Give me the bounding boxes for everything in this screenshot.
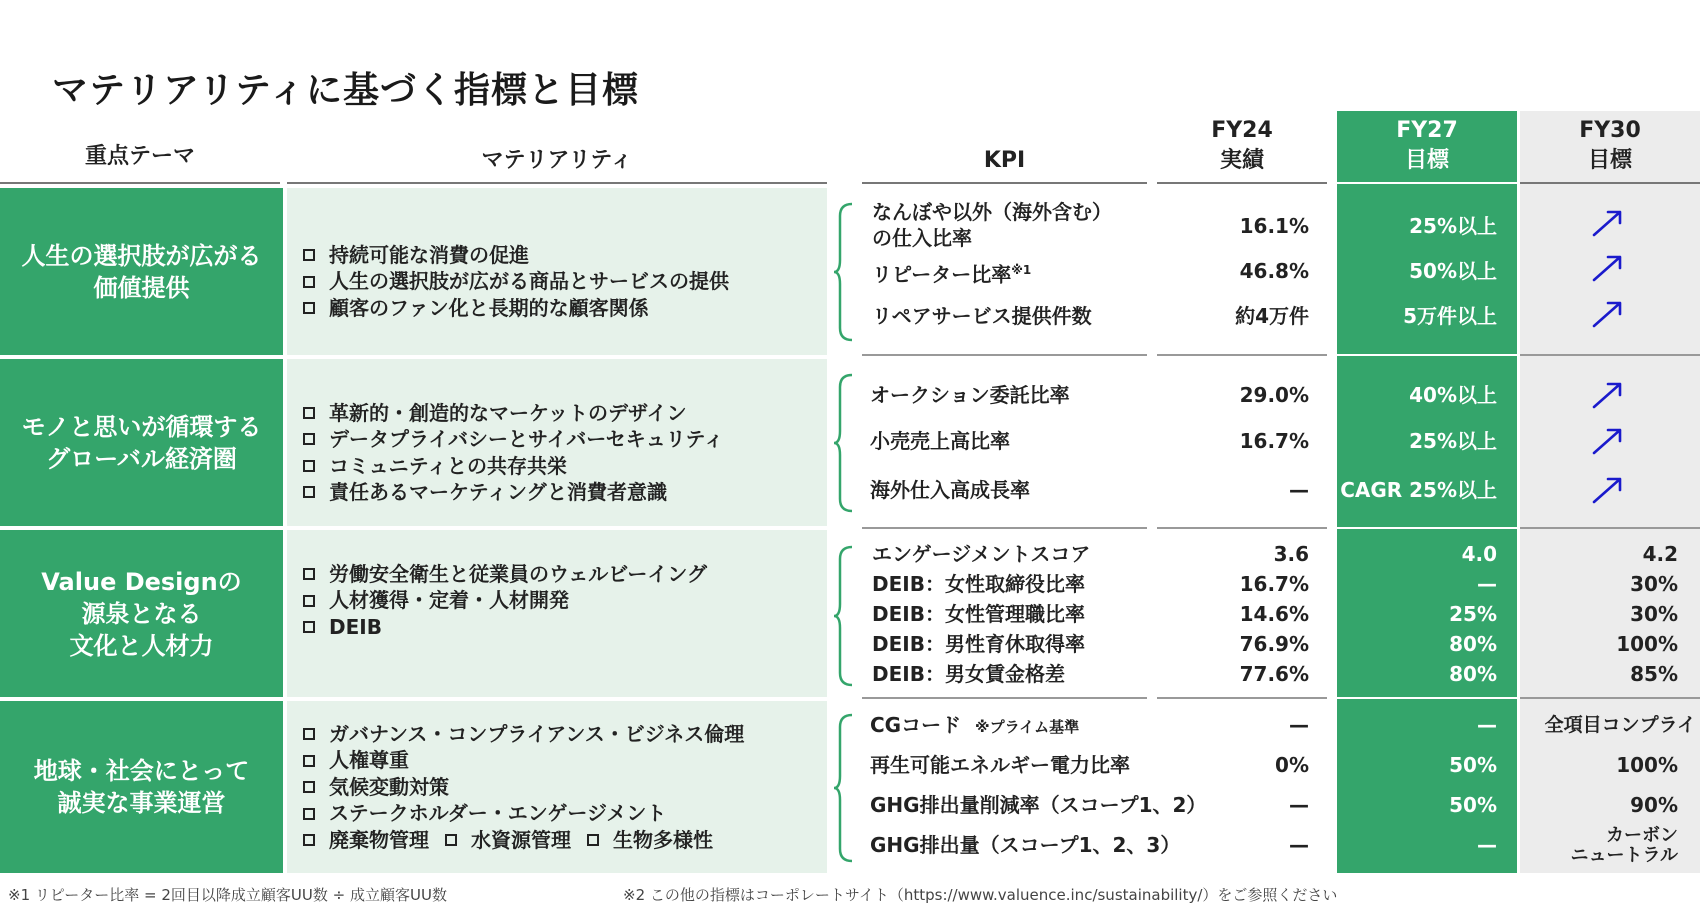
brace-icon xyxy=(832,545,856,687)
row-divider xyxy=(862,527,1147,529)
materiality-cell xyxy=(287,359,827,526)
materiality-item: 顧客のファン化と長期的な顧客関係 xyxy=(303,295,827,322)
fy30-value: 85% xyxy=(1630,662,1678,686)
fy30-value xyxy=(1520,826,1678,866)
fy30-value-line: ニュートラル xyxy=(1570,845,1678,866)
kpi-label: CGコード ※プライム基準 xyxy=(870,713,1080,737)
header-fy27-line1: FY27 xyxy=(1396,118,1458,143)
materiality-item: 人材獲得・定着・人材開発 xyxy=(303,587,827,614)
checkbox-icon xyxy=(303,460,315,472)
fy30-value: 100% xyxy=(1616,753,1678,777)
header-divider xyxy=(287,182,827,184)
checkbox-icon xyxy=(303,755,315,767)
theme-line: Value Designの xyxy=(41,567,242,596)
theme-line: 地球・社会にとって xyxy=(33,757,250,785)
header-fy27 xyxy=(1337,116,1517,176)
header-fy27-line2: 目標 xyxy=(1404,148,1449,173)
header-fy30-line2: 目標 xyxy=(1587,148,1632,173)
header-kpi: KPI xyxy=(983,148,1026,173)
materiality-item: 責任あるマーケティングと消費者意識 xyxy=(303,479,827,506)
brace-icon xyxy=(832,373,856,513)
page-title: マテリアリティに基づく指標と目標 xyxy=(52,70,639,111)
fy27-value: 50%以上 xyxy=(1409,259,1497,283)
materiality-item: ステークホルダー・エンゲージメント xyxy=(303,800,827,827)
checkbox-icon xyxy=(587,834,599,846)
row-divider xyxy=(1337,527,1517,529)
checkbox-icon xyxy=(303,595,315,607)
fy27-value: — xyxy=(1477,833,1497,857)
fy24-value: 14.6% xyxy=(1239,602,1309,626)
header-divider xyxy=(0,182,280,184)
fy30-value: 4.2 xyxy=(1642,542,1678,566)
header-fy30-line1: FY30 xyxy=(1579,118,1641,143)
fy27-value: 80% xyxy=(1449,662,1497,686)
theme-line: モノと思いが循環する xyxy=(21,412,262,441)
theme-line: 価値提供 xyxy=(93,273,190,302)
theme-line: 誠実な事業運営 xyxy=(57,789,226,817)
materiality-item: 気候変動対策 xyxy=(303,774,827,801)
fy27-value: — xyxy=(1477,713,1497,737)
kpi-label: リペアサービス提供件数 xyxy=(872,304,1092,328)
materiality-item: コミュニティとの共存共栄 xyxy=(303,453,827,480)
materiality-item: 革新的・創造的なマーケットのデザイン xyxy=(303,400,827,427)
checkbox-icon xyxy=(303,568,315,580)
checkbox-icon xyxy=(445,834,457,846)
row-divider xyxy=(1157,697,1327,699)
row-divider xyxy=(1520,354,1700,356)
kpi-label: オークション委託比率 xyxy=(870,383,1070,407)
materiality-cell xyxy=(287,530,827,697)
header-divider xyxy=(862,182,1147,184)
checkbox-icon xyxy=(303,486,315,498)
theme-line: グローバル経済圏 xyxy=(46,444,237,473)
checkbox-icon xyxy=(303,728,315,740)
checkbox-icon xyxy=(303,249,315,261)
fy30-value: 30% xyxy=(1630,572,1678,596)
kpi-label: エンゲージメントスコア xyxy=(872,542,1091,566)
header-fy24-line1: FY24 xyxy=(1211,118,1273,143)
fy27-value: 40%以上 xyxy=(1409,383,1497,407)
header-fy30 xyxy=(1520,116,1700,176)
fy30-value: 全項目コンプライ xyxy=(1544,714,1696,736)
header-materiality: マテリアリティ xyxy=(481,148,633,173)
fy27-value: 25% xyxy=(1449,602,1497,626)
fy24-value: — xyxy=(1289,478,1309,502)
fy27-value: 25%以上 xyxy=(1409,214,1497,238)
up-right-arrow-icon xyxy=(1591,253,1625,283)
checkbox-icon xyxy=(303,621,315,633)
materiality-item: データプライバシーとサイバーセキュリティ xyxy=(303,426,827,453)
fy24-value: 約4万件 xyxy=(1235,304,1309,328)
theme-cell xyxy=(0,530,283,697)
kpi-label: DEIB：男女賃金格差 xyxy=(872,662,1065,686)
fy24-value: 16.1% xyxy=(1239,214,1309,238)
theme-cell xyxy=(0,188,283,355)
row-divider xyxy=(1337,354,1517,356)
checkbox-icon xyxy=(303,808,315,820)
header-theme: 重点テーマ xyxy=(84,144,195,169)
up-right-arrow-icon xyxy=(1591,299,1625,329)
footnote-right: ※2 この他の指標はコーポレートサイト（https://www.valuence.inc/sustainability/）をご参照ください xyxy=(623,886,1338,904)
checkbox-icon xyxy=(303,276,315,288)
materiality-item: 労働安全衛生と従業員のウェルビーイング xyxy=(303,561,827,588)
fy30-value: 90% xyxy=(1630,793,1678,817)
header-divider xyxy=(1337,182,1517,184)
fy24-value: 16.7% xyxy=(1239,429,1309,453)
fy24-value: — xyxy=(1289,833,1309,857)
fy24-value: 76.9% xyxy=(1239,632,1309,656)
kpi-label: 小売売上高比率 xyxy=(870,429,1010,453)
theme-cell xyxy=(0,359,283,526)
header-divider xyxy=(1520,182,1700,184)
fy30-value: 100% xyxy=(1616,632,1678,656)
theme-line: 源泉となる xyxy=(81,599,202,628)
row-divider xyxy=(1157,354,1327,356)
row-divider xyxy=(862,354,1147,356)
fy24-value: 46.8% xyxy=(1239,259,1309,283)
checkbox-icon xyxy=(303,834,315,846)
brace-icon xyxy=(832,202,856,342)
up-right-arrow-icon xyxy=(1591,475,1625,505)
materiality-item: 廃棄物管理 水資源管理 生物多様性 xyxy=(303,827,827,854)
fy27-value: 25%以上 xyxy=(1409,429,1497,453)
fy24-value: — xyxy=(1289,713,1309,737)
materiality-item: 人権尊重 xyxy=(303,747,827,774)
kpi-note: ※プライム基準 xyxy=(975,718,1080,736)
kpi-label: 再生可能エネルギー電力比率 xyxy=(870,753,1130,777)
materiality-item: 人生の選択肢が広がる商品とサービスの提供 xyxy=(303,268,827,295)
checkbox-icon xyxy=(303,781,315,793)
materiality-cell xyxy=(287,701,827,873)
fy27-value: CAGR 25%以上 xyxy=(1340,478,1497,502)
row-divider xyxy=(1337,697,1517,699)
checkbox-icon xyxy=(303,407,315,419)
brace-icon xyxy=(832,713,856,863)
row-divider xyxy=(1157,527,1327,529)
fy27-value: 80% xyxy=(1449,632,1497,656)
materiality-item: ガバナンス・コンプライアンス・ビジネス倫理 xyxy=(303,721,827,748)
up-right-arrow-icon xyxy=(1591,380,1625,410)
fy30-value: 30% xyxy=(1630,602,1678,626)
materiality-item: DEIB xyxy=(303,614,827,641)
row-divider xyxy=(862,697,1147,699)
kpi-label: 海外仕入高成長率 xyxy=(870,478,1030,502)
up-right-arrow-icon xyxy=(1591,426,1625,456)
fy24-value: 77.6% xyxy=(1239,662,1309,686)
fy30-value-line: カーボン xyxy=(1606,825,1678,846)
header-fy24-line2: 実績 xyxy=(1219,148,1264,173)
row-divider xyxy=(1520,527,1700,529)
footnote-left: ※1 リピーター比率 = 2回目以降成立顧客UU数 ÷ 成立顧客UU数 xyxy=(8,886,447,904)
kpi-label: リピーター比率$^{※1}$ xyxy=(872,262,1032,287)
fy27-value: — xyxy=(1477,572,1497,596)
up-right-arrow-icon xyxy=(1591,208,1625,238)
kpi-label: GHG排出量削減率（スコープ1、2） xyxy=(870,793,1207,817)
header-fy24 xyxy=(1157,116,1327,176)
row-divider xyxy=(1520,697,1700,699)
fy24-value: 0% xyxy=(1275,753,1309,777)
kpi-label: の仕入比率 xyxy=(872,226,972,250)
fy27-value: 50% xyxy=(1449,793,1497,817)
kpi-label: なんぼや以外（海外含む） xyxy=(872,200,1112,224)
fy27-value: 5万件以上 xyxy=(1403,304,1497,328)
header-divider xyxy=(1157,182,1327,184)
kpi-label: GHG排出量（スコープ1、2、3） xyxy=(870,833,1181,857)
fy24-value: 16.7% xyxy=(1239,572,1309,596)
checkbox-icon xyxy=(303,302,315,314)
fy24-value: 3.6 xyxy=(1273,542,1309,566)
materiality-cell xyxy=(287,188,827,355)
kpi-label: DEIB：女性管理職比率 xyxy=(872,602,1085,626)
theme-line: 文化と人材力 xyxy=(69,631,214,660)
kpi-label: DEIB：女性取締役比率 xyxy=(872,572,1085,596)
fy27-value: 50% xyxy=(1449,753,1497,777)
materiality-item: 持続可能な消費の促進 xyxy=(303,242,827,269)
fy24-value: — xyxy=(1289,793,1309,817)
checkbox-icon xyxy=(303,433,315,445)
theme-line: 人生の選択肢が広がる xyxy=(21,241,262,270)
theme-cell xyxy=(0,701,283,873)
fy27-value: 4.0 xyxy=(1461,542,1497,566)
fy24-value: 29.0% xyxy=(1239,383,1309,407)
kpi-label: DEIB：男性育休取得率 xyxy=(872,632,1085,656)
